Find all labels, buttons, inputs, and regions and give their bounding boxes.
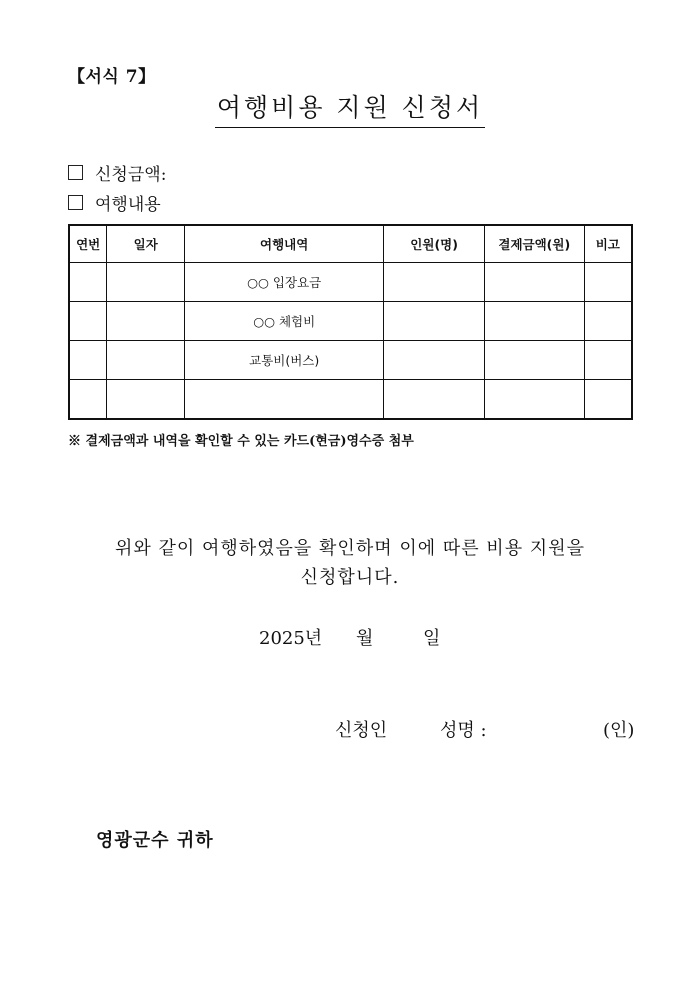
header-date: 일자	[107, 225, 185, 263]
statement-line-2: 신청합니다.	[300, 567, 400, 588]
seal-mark: (인)	[603, 720, 635, 741]
cell-seq[interactable]	[69, 341, 107, 380]
document-title-text: 여행비용 지원 신청서	[215, 88, 485, 128]
table-header-row	[69, 225, 632, 263]
header-seq: 연번	[69, 225, 107, 263]
table-row	[69, 341, 632, 380]
checkbox-label: 신청금액:	[95, 165, 167, 185]
statement-line-1: 위와 같이 여행하였음을 확인하며 이에 따른 비용 지원을	[115, 538, 585, 559]
table-row	[69, 380, 632, 420]
cell-amount[interactable]	[484, 341, 584, 380]
checkbox-application-amount[interactable]	[68, 160, 166, 185]
cell-people[interactable]	[384, 263, 485, 302]
checkbox-label: 여행내용	[95, 195, 161, 215]
cell-remarks[interactable]	[584, 380, 632, 420]
cell-amount[interactable]	[484, 380, 584, 420]
checkbox-trip-content[interactable]	[68, 190, 161, 215]
date-day: 일	[423, 628, 441, 649]
confirmation-statement	[0, 534, 700, 592]
cell-people[interactable]	[384, 341, 485, 380]
cell-seq[interactable]	[69, 380, 107, 420]
cell-people[interactable]	[384, 380, 485, 420]
date-month: 월	[356, 628, 374, 649]
cell-details[interactable]	[185, 380, 384, 420]
cell-people[interactable]	[384, 302, 485, 341]
header-amount: 결제금액(원)	[484, 225, 584, 263]
cell-remarks[interactable]	[584, 263, 632, 302]
name-label: 성명 :	[440, 720, 487, 741]
cell-details[interactable]: 교통비(버스)	[185, 341, 384, 380]
table-row	[69, 302, 632, 341]
cell-date[interactable]	[107, 380, 185, 420]
document-title	[0, 88, 700, 128]
applicant-label: 신청인	[335, 720, 388, 741]
cell-date[interactable]	[107, 263, 185, 302]
cell-seq[interactable]	[69, 302, 107, 341]
table-row	[69, 263, 632, 302]
cell-remarks[interactable]	[584, 341, 632, 380]
header-details: 여행내역	[185, 225, 384, 263]
cell-amount[interactable]	[484, 263, 584, 302]
cell-details[interactable]: ○○ 입장요금	[185, 263, 384, 302]
checkbox-box[interactable]	[68, 195, 83, 210]
date-year: 2025년	[259, 628, 323, 649]
addressee: 영광군수 귀하	[96, 830, 214, 851]
header-remarks: 비고	[584, 225, 632, 263]
cell-amount[interactable]	[484, 302, 584, 341]
cell-date[interactable]	[107, 341, 185, 380]
cell-details[interactable]: ○○ 체험비	[185, 302, 384, 341]
checkbox-box[interactable]	[68, 165, 83, 180]
form-number: 【서식 7】	[68, 67, 156, 87]
expense-table	[68, 224, 633, 420]
cell-date[interactable]	[107, 302, 185, 341]
cell-seq[interactable]	[69, 263, 107, 302]
cell-remarks[interactable]	[584, 302, 632, 341]
header-people: 인원(명)	[384, 225, 485, 263]
attachment-note: ※ 결제금액과 내역을 확인할 수 있는 카드(현금)영수증 첨부	[68, 434, 414, 449]
